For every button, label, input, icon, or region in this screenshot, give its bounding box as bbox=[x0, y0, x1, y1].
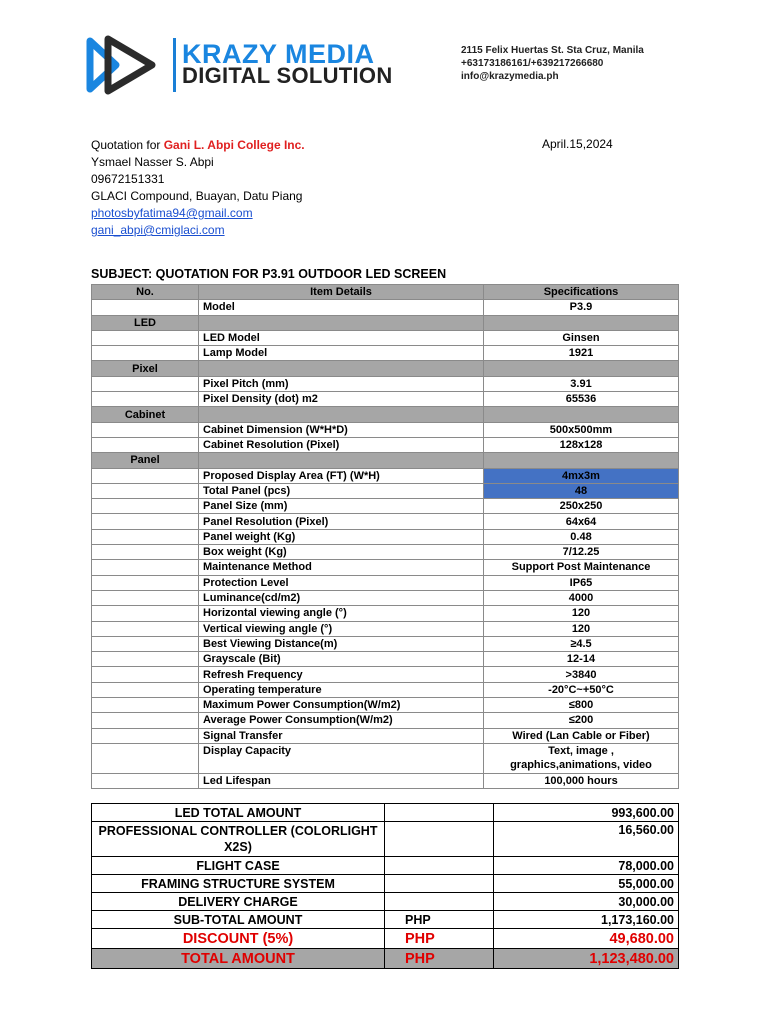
totals-row bbox=[92, 804, 679, 822]
cell-no bbox=[92, 300, 199, 315]
cell-no bbox=[92, 499, 199, 514]
spec-header-row bbox=[92, 285, 679, 300]
total-currency: PHP bbox=[385, 929, 494, 949]
table-row bbox=[92, 422, 679, 437]
table-row bbox=[92, 636, 679, 651]
total-amount: 1,123,480.00 bbox=[494, 949, 679, 969]
table-row bbox=[92, 392, 679, 407]
cell-no bbox=[92, 728, 199, 743]
cell-item: Maintenance Method bbox=[199, 560, 484, 575]
total-amount: 78,000.00 bbox=[494, 857, 679, 875]
cell-no bbox=[92, 514, 199, 529]
cell-spec: 1921 bbox=[484, 346, 679, 361]
total-label: PROFESSIONAL CONTROLLER (COLORLIGHT X2S) bbox=[92, 822, 385, 857]
table-row bbox=[92, 346, 679, 361]
cell-no bbox=[92, 713, 199, 728]
cell-spec: 120 bbox=[484, 621, 679, 636]
total-label: DISCOUNT (5%) bbox=[92, 929, 385, 949]
table-row bbox=[92, 682, 679, 697]
cell-spec: 12-14 bbox=[484, 652, 679, 667]
cell-no: LED bbox=[92, 315, 199, 330]
cell-spec: Text, image , graphics,animations, video bbox=[484, 743, 679, 773]
cell-spec: 4000 bbox=[484, 590, 679, 605]
quotation-for-label: Quotation for bbox=[91, 138, 164, 152]
cell-item: Cabinet Resolution (Pixel) bbox=[199, 437, 484, 452]
cell-no bbox=[92, 682, 199, 697]
total-amount: 30,000.00 bbox=[494, 893, 679, 911]
cell-item: Lamp Model bbox=[199, 346, 484, 361]
totals-row bbox=[92, 822, 679, 857]
cell-spec: 4mx3m bbox=[484, 468, 679, 483]
total-currency bbox=[385, 857, 494, 875]
total-currency bbox=[385, 804, 494, 822]
cell-item bbox=[199, 453, 484, 468]
total-currency: PHP bbox=[385, 911, 494, 929]
cell-item: Panel Resolution (Pixel) bbox=[199, 514, 484, 529]
table-row bbox=[92, 621, 679, 636]
cell-item: Vertical viewing angle (°) bbox=[199, 621, 484, 636]
table-row bbox=[92, 300, 679, 315]
header-spec: Specifications bbox=[484, 285, 679, 300]
cell-no bbox=[92, 743, 199, 773]
cell-item: Led Lifespan bbox=[199, 773, 484, 788]
cell-spec: 3.91 bbox=[484, 376, 679, 391]
total-label: DELIVERY CHARGE bbox=[92, 893, 385, 911]
table-row bbox=[92, 483, 679, 498]
totals-row bbox=[92, 893, 679, 911]
cell-item: Luminance(cd/m2) bbox=[199, 590, 484, 605]
table-row bbox=[92, 652, 679, 667]
totals-table bbox=[91, 803, 679, 969]
cell-item: Average Power Consumption(W/m2) bbox=[199, 713, 484, 728]
cell-item: Box weight (Kg) bbox=[199, 545, 484, 560]
cell-item: Pixel Density (dot) m2 bbox=[199, 392, 484, 407]
cell-item: Refresh Frequency bbox=[199, 667, 484, 682]
table-row bbox=[92, 713, 679, 728]
cell-spec: P3.9 bbox=[484, 300, 679, 315]
cell-item: Cabinet Dimension (W*H*D) bbox=[199, 422, 484, 437]
cell-no bbox=[92, 636, 199, 651]
cell-item: Model bbox=[199, 300, 484, 315]
client-name: Ysmael Nasser S. Abpi bbox=[91, 155, 214, 169]
total-label: TOTAL AMOUNT bbox=[92, 949, 385, 969]
total-amount: 55,000.00 bbox=[494, 875, 679, 893]
cell-item: Best Viewing Distance(m) bbox=[199, 636, 484, 651]
table-row bbox=[92, 545, 679, 560]
totals-row bbox=[92, 911, 679, 929]
client-email-2[interactable]: gani_abpi@cmiglaci.com bbox=[91, 223, 225, 237]
table-row bbox=[92, 514, 679, 529]
cell-item: Panel weight (Kg) bbox=[199, 529, 484, 544]
header-item: Item Details bbox=[199, 285, 484, 300]
cell-spec: 64x64 bbox=[484, 514, 679, 529]
cell-no bbox=[92, 667, 199, 682]
cell-no bbox=[92, 652, 199, 667]
cell-item bbox=[199, 361, 484, 376]
cell-item: Protection Level bbox=[199, 575, 484, 590]
cell-item bbox=[199, 315, 484, 330]
cell-no bbox=[92, 376, 199, 391]
cell-no bbox=[92, 606, 199, 621]
spec-table bbox=[91, 284, 679, 789]
logo-divider bbox=[173, 38, 176, 92]
cell-no: Pixel bbox=[92, 361, 199, 376]
cell-no: Cabinet bbox=[92, 407, 199, 422]
client-company: Gani L. Abpi College Inc. bbox=[163, 138, 305, 152]
cell-spec: ≥4.5 bbox=[484, 636, 679, 651]
section-row bbox=[92, 407, 679, 422]
table-row bbox=[92, 529, 679, 544]
total-amount: 1,173,160.00 bbox=[494, 911, 679, 929]
cell-item: Display Capacity bbox=[199, 743, 484, 773]
cell-spec: 48 bbox=[484, 483, 679, 498]
total-label: SUB-TOTAL AMOUNT bbox=[92, 911, 385, 929]
cell-spec: -20°C~+50°C bbox=[484, 682, 679, 697]
cell-spec: 7/12.25 bbox=[484, 545, 679, 560]
cell-no bbox=[92, 575, 199, 590]
cell-no bbox=[92, 468, 199, 483]
table-row bbox=[92, 575, 679, 590]
cell-no bbox=[92, 437, 199, 452]
brand-line-1: KRAZY MEDIA bbox=[182, 39, 375, 69]
cell-item: Signal Transfer bbox=[199, 728, 484, 743]
total-label: FRAMING STRUCTURE SYSTEM bbox=[92, 875, 385, 893]
cell-item: Maximum Power Consumption(W/m2) bbox=[199, 698, 484, 713]
quotation-date: April.15,2024 bbox=[542, 137, 613, 151]
table-row bbox=[92, 437, 679, 452]
table-row bbox=[92, 773, 679, 788]
header-no: No. bbox=[92, 285, 199, 300]
cell-item bbox=[199, 407, 484, 422]
cell-spec: ≤200 bbox=[484, 713, 679, 728]
cell-no bbox=[92, 392, 199, 407]
total-amount: 16,560.00 bbox=[494, 822, 679, 857]
totals-row bbox=[92, 857, 679, 875]
cell-no bbox=[92, 422, 199, 437]
cell-no bbox=[92, 483, 199, 498]
client-address: GLACI Compound, Buayan, Datu Piang bbox=[91, 189, 303, 203]
subject-heading: SUBJECT: QUOTATION FOR P3.91 OUTDOOR LED SCREEN bbox=[91, 267, 447, 281]
cell-no bbox=[92, 529, 199, 544]
client-email-1[interactable]: photosbyfatima94@gmail.com bbox=[91, 206, 253, 220]
cell-item: Proposed Display Area (FT) (W*H) bbox=[199, 468, 484, 483]
cell-no bbox=[92, 590, 199, 605]
total-label: LED TOTAL AMOUNT bbox=[92, 804, 385, 822]
cell-no bbox=[92, 621, 199, 636]
table-row bbox=[92, 499, 679, 514]
totals-row bbox=[92, 929, 679, 949]
cell-item: Grayscale (Bit) bbox=[199, 652, 484, 667]
cell-no bbox=[92, 346, 199, 361]
section-row bbox=[92, 361, 679, 376]
table-row bbox=[92, 667, 679, 682]
cell-item: LED Model bbox=[199, 330, 484, 345]
company-contact bbox=[461, 44, 644, 83]
cell-spec: IP65 bbox=[484, 575, 679, 590]
cell-spec bbox=[484, 453, 679, 468]
cell-spec: Wired (Lan Cable or Fiber) bbox=[484, 728, 679, 743]
total-currency bbox=[385, 893, 494, 911]
table-row bbox=[92, 698, 679, 713]
section-row bbox=[92, 453, 679, 468]
cell-spec bbox=[484, 407, 679, 422]
cell-item: Total Panel (pcs) bbox=[199, 483, 484, 498]
cell-spec: Ginsen bbox=[484, 330, 679, 345]
totals-row bbox=[92, 949, 679, 969]
table-row bbox=[92, 743, 679, 773]
client-block bbox=[91, 137, 305, 239]
cell-spec: 120 bbox=[484, 606, 679, 621]
cell-no bbox=[92, 330, 199, 345]
totals-row bbox=[92, 875, 679, 893]
cell-spec: 65536 bbox=[484, 392, 679, 407]
section-row bbox=[92, 315, 679, 330]
table-row bbox=[92, 606, 679, 621]
table-row bbox=[92, 376, 679, 391]
cell-spec: 128x128 bbox=[484, 437, 679, 452]
client-phone: 09672151331 bbox=[91, 172, 165, 186]
total-label: FLIGHT CASE bbox=[92, 857, 385, 875]
cell-no bbox=[92, 560, 199, 575]
cell-spec: 250x250 bbox=[484, 499, 679, 514]
cell-no bbox=[92, 545, 199, 560]
cell-spec: >3840 bbox=[484, 667, 679, 682]
company-address: 2115 Felix Huertas St. Sta Cruz, Manila bbox=[461, 45, 644, 56]
table-row bbox=[92, 330, 679, 345]
cell-spec bbox=[484, 315, 679, 330]
total-currency bbox=[385, 822, 494, 857]
company-phones: +63173186161/+639217266680 bbox=[461, 58, 604, 69]
krazy-media-logo-icon bbox=[86, 33, 156, 97]
cell-item: Panel Size (mm) bbox=[199, 499, 484, 514]
table-row bbox=[92, 590, 679, 605]
cell-spec: ≤800 bbox=[484, 698, 679, 713]
company-email: info@krazymedia.ph bbox=[461, 71, 559, 82]
total-amount: 49,680.00 bbox=[494, 929, 679, 949]
cell-spec: 100,000 hours bbox=[484, 773, 679, 788]
quotation-for-line bbox=[91, 137, 305, 154]
table-row bbox=[92, 728, 679, 743]
cell-no: Panel bbox=[92, 453, 199, 468]
total-currency: PHP bbox=[385, 949, 494, 969]
cell-no bbox=[92, 773, 199, 788]
total-currency bbox=[385, 875, 494, 893]
cell-item: Pixel Pitch (mm) bbox=[199, 376, 484, 391]
cell-item: Horizontal viewing angle (°) bbox=[199, 606, 484, 621]
table-row bbox=[92, 560, 679, 575]
cell-spec: 500x500mm bbox=[484, 422, 679, 437]
cell-spec bbox=[484, 361, 679, 376]
total-amount: 993,600.00 bbox=[494, 804, 679, 822]
table-row bbox=[92, 468, 679, 483]
cell-spec: 0.48 bbox=[484, 529, 679, 544]
cell-spec: Support Post Maintenance bbox=[484, 560, 679, 575]
cell-no bbox=[92, 698, 199, 713]
brand-line-2: DIGITAL SOLUTION bbox=[182, 63, 393, 88]
cell-item: Operating temperature bbox=[199, 682, 484, 697]
